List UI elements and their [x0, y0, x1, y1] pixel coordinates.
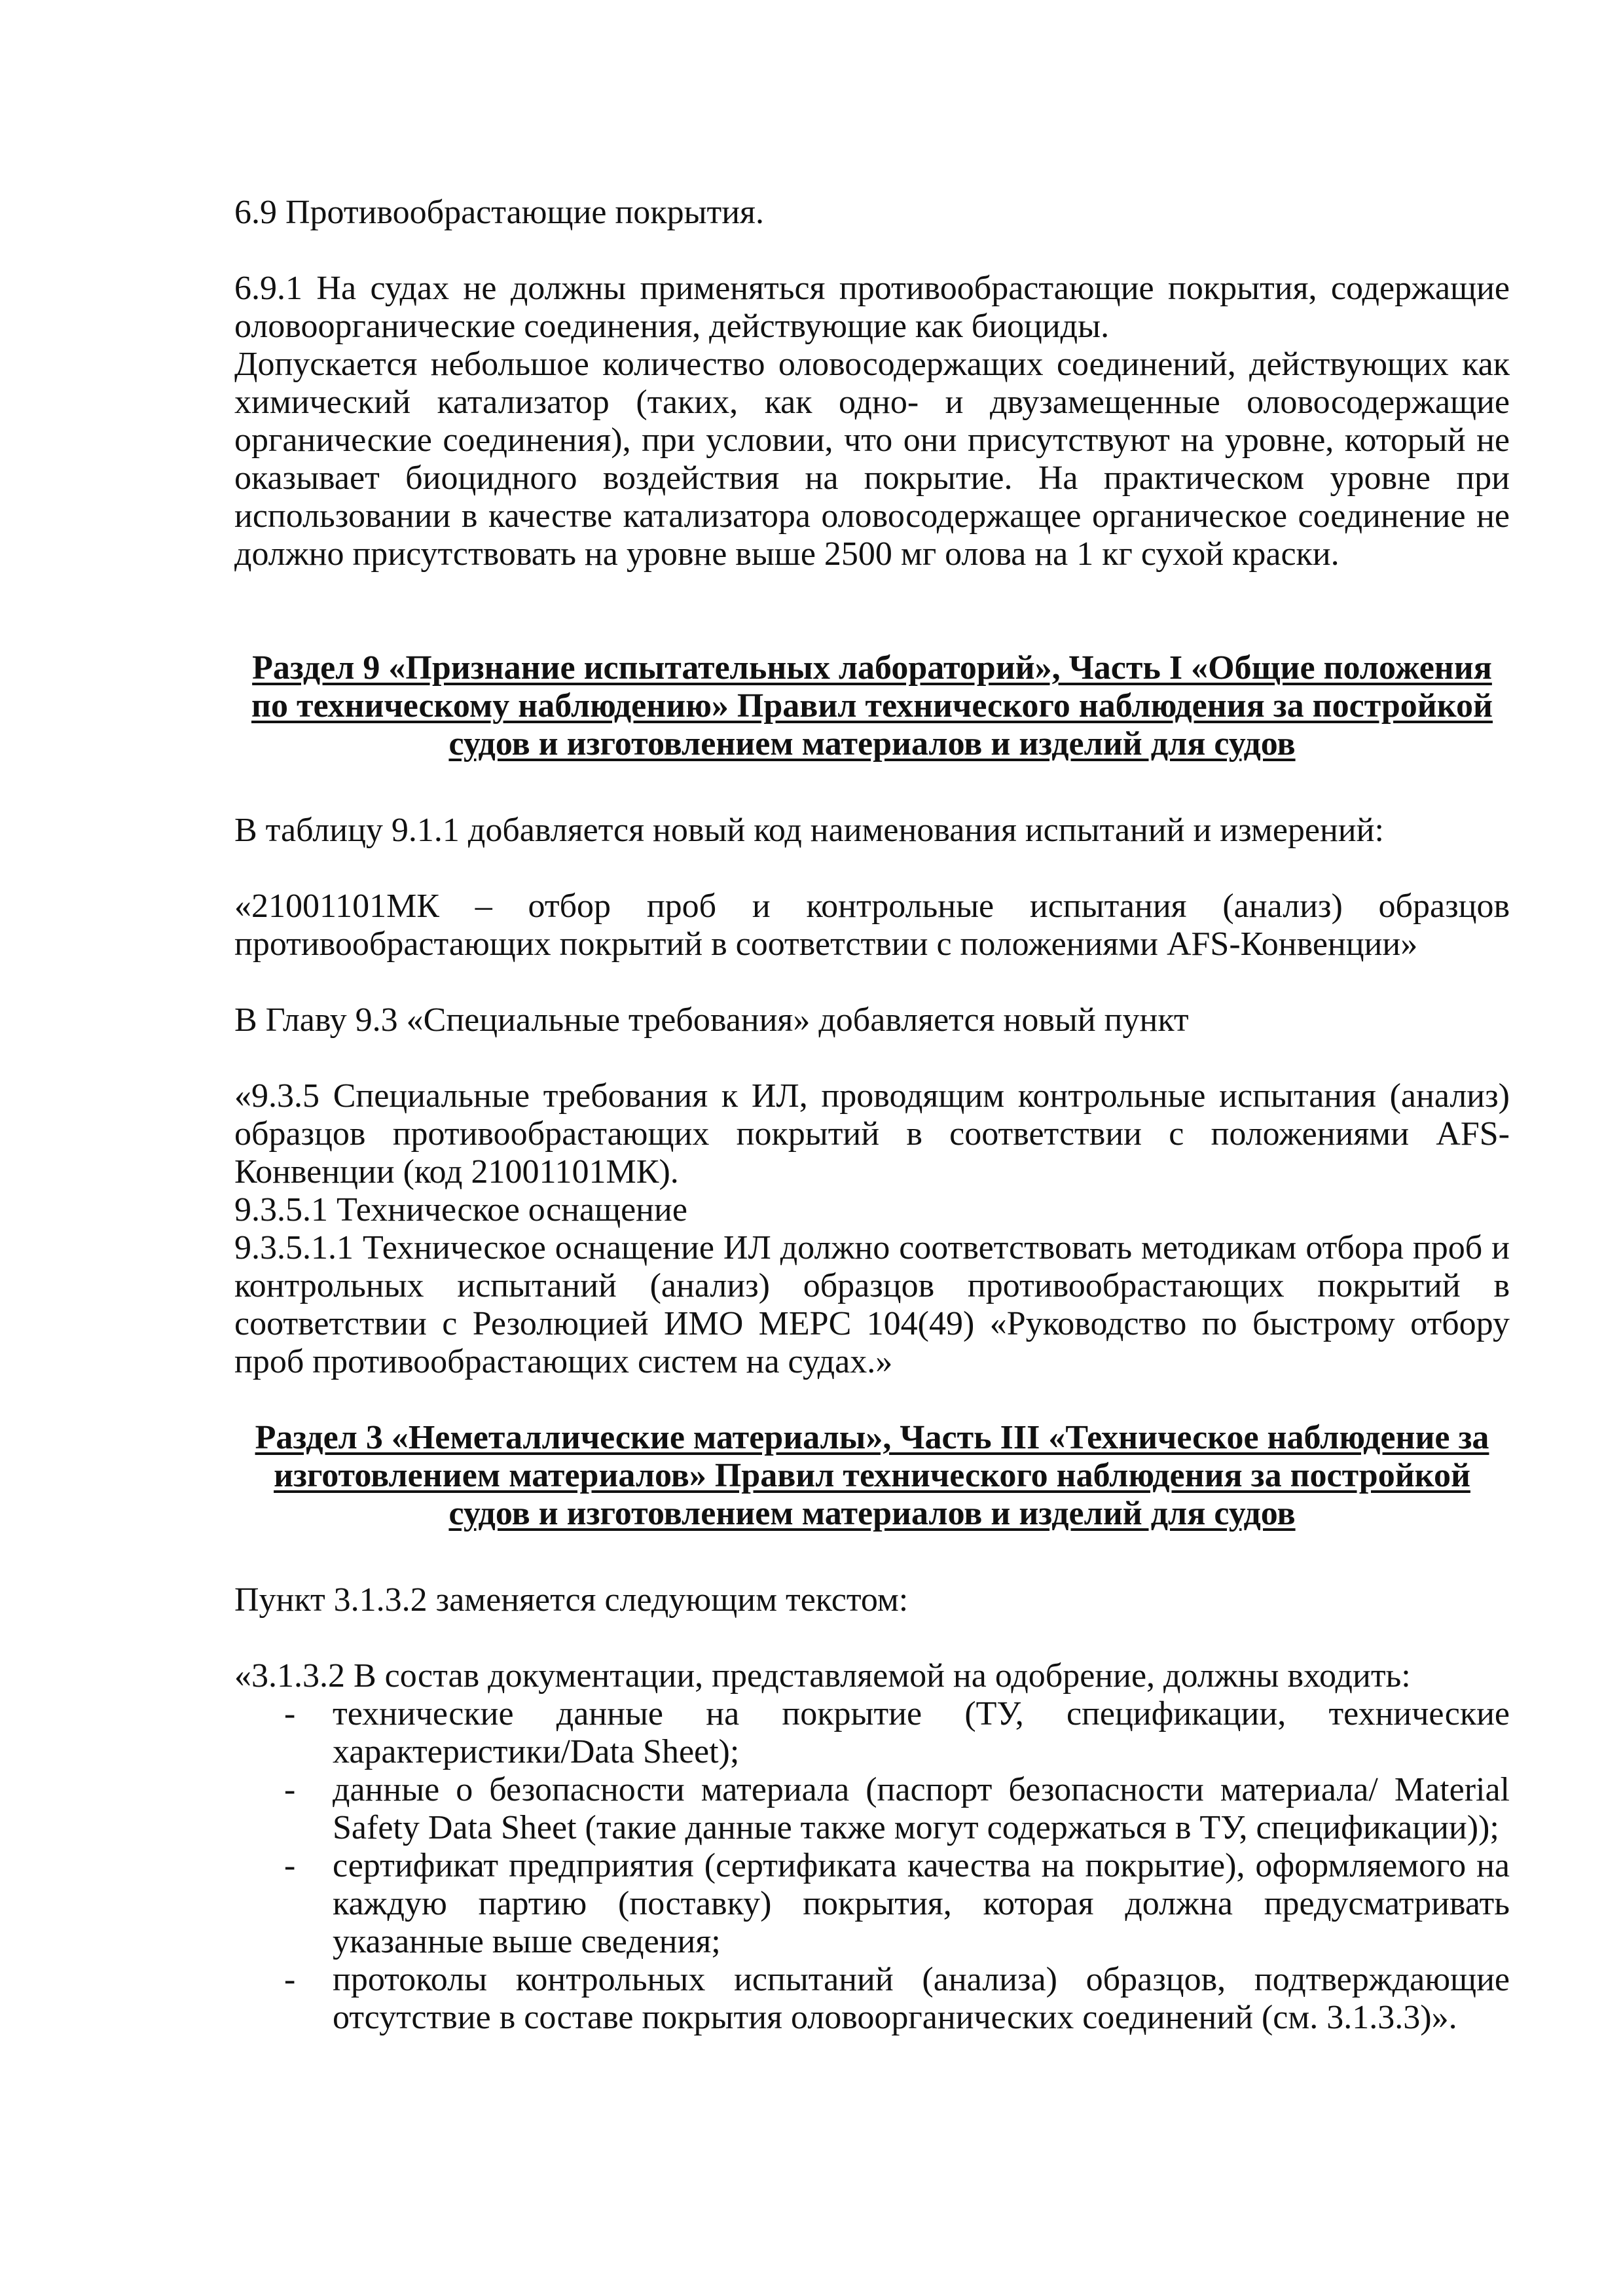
list-dash: - [284, 1695, 296, 1732]
paragraph-tin-catalyst: Допускается небольшое количество оловосодержащих соединений, действующих как химический катализатор (таких, как одно- и двузамещенные оловосодержащие органические соединения), при условии, что они присутствуют на уровне, который не оказывает биоцидного воздействия на покрытие. На практическом уровне при использовании в качестве катализатора оловосодержащее органическое соединение не должно присутствовать на уровне выше 2500 мг олова на 1 кг сухой краски. [234, 346, 1510, 573]
paragraph-3-1-3-2-intro: Пункт 3.1.3.2 заменяется следующим текстом: [234, 1581, 909, 1619]
paragraph-code-21001101mk: «21001101МК – отбор проб и контрольные испытания (анализ) образцов противообрастающих покрытий в соответствии с положениями AFS-Конвенции» [234, 888, 1510, 963]
paragraph-9-3-5-1-1: 9.3.5.1.1 Техническое оснащение ИЛ должно соответствовать методикам отбора проб и контрольных испытаний (анализ) образцов противообрастающих покрытий в соответствии с Резолюцией ИМО MEPC 104(49) «Руководство по быстрому отбору проб противообрастающих систем на судах.» [234, 1229, 1510, 1380]
list-item-text: данные о безопасности материала (паспорт безопасности материала/ Material Safety Data Sheet (такие данные также могут содержаться в ТУ, спецификации)); [333, 1771, 1510, 1846]
list-item [234, 1771, 1510, 1847]
paragraph-9-3-5-1: 9.3.5.1 Техническое оснащение [234, 1191, 687, 1229]
paragraph-9-3-5: «9.3.5 Специальные требования к ИЛ, проводящим контрольные испытания (анализ) образцов противообрастающих покрытий в соответствии с положениями AFS-Конвенции (код 21001101МК). [234, 1077, 1510, 1191]
paragraph-table-9-1-1: В таблицу 9.1.1 добавляется новый код наименования испытаний и измерений: [234, 812, 1384, 849]
list-dash: - [284, 1771, 296, 1808]
paragraph-chapter-9-3: В Главу 9.3 «Специальные требования» добавляется новый пункт [234, 1001, 1189, 1039]
section-heading-razdel-3: Раздел 3 «Неметаллические материалы», Часть III «Техническое наблюдение за изготовлением материалов» Правил технического наблюдения за постройкой судов и изготовлением материалов и изделий для судов [255, 1419, 1489, 1532]
list-dash: - [284, 1847, 296, 1884]
paragraph-3-1-3-2: «3.1.3.2 В состав документации, представляемой на одобрение, должны входить: [234, 1657, 1411, 1695]
list-dash: - [284, 1961, 296, 1998]
paragraph-6-9-1: 6.9.1 На судах не должны применяться противообрастающие покрытия, содержащие оловоорганические соединения, действующие как биоциды. [234, 270, 1510, 345]
list-item-text: сертификат предприятия (сертификата качества на покрытие), оформляемого на каждую партию (поставку) покрытия, которая должна предусматривать указанные выше сведения; [333, 1847, 1510, 1960]
documentation-list [234, 1695, 1510, 2037]
list-item [234, 1847, 1510, 1961]
document-body [234, 194, 1510, 2037]
section-6-9-title: 6.9 Противообрастающие покрытия. [234, 194, 764, 231]
list-item [234, 1695, 1510, 1771]
section-heading-razdel-9: Раздел 9 «Признание испытательных лабораторий», Часть I «Общие положения по техническому наблюдению» Правил технического наблюдения за постройкой судов и изготовлением материалов и изделий для судов [251, 649, 1493, 762]
list-item [234, 1961, 1510, 2037]
list-item-text: технические данные на покрытие (ТУ, спецификации, технические характеристики/Data Sheet); [333, 1695, 1510, 1770]
list-item-text: протоколы контрольных испытаний (анализа) образцов, подтверждающие отсутствие в составе покрытия оловоорганических соединений (см. 3.1.3.3)». [333, 1961, 1510, 2036]
